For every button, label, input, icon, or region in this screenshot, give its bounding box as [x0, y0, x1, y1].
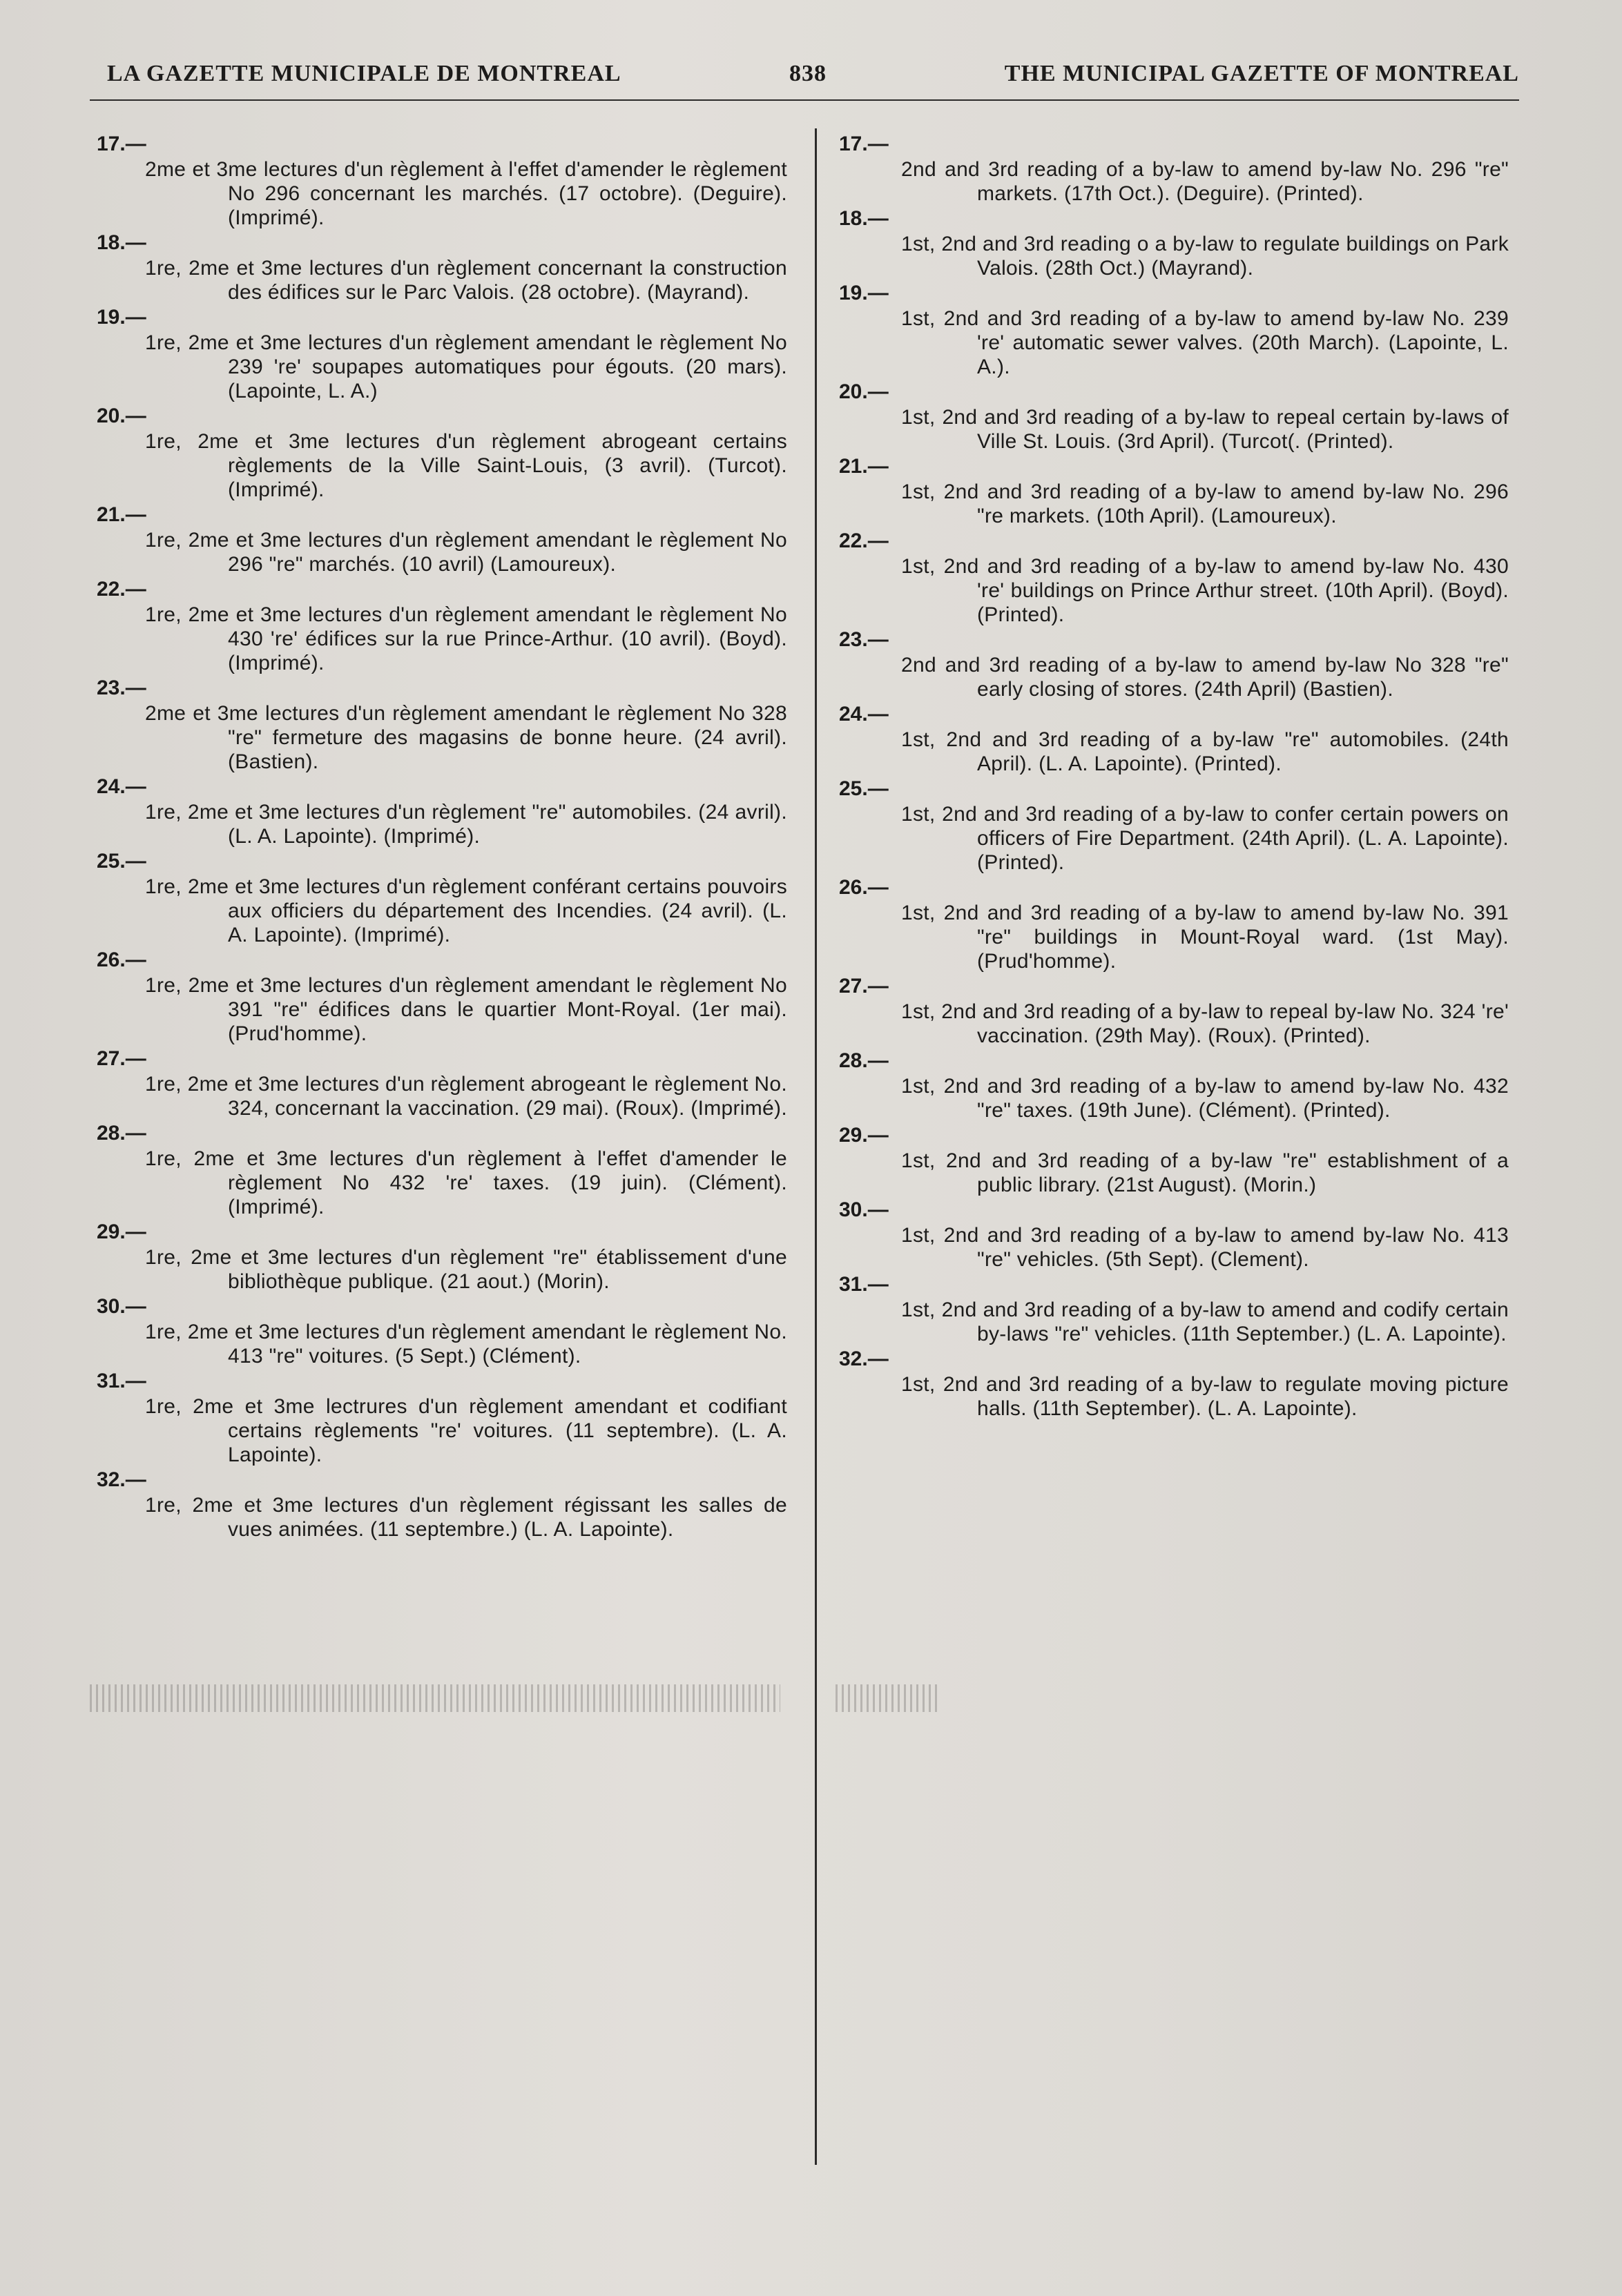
french-entry-number: 25.—: [97, 850, 146, 873]
english-entry-text: 1st, 2nd and 3rd reading of a by-law to amend by-law No. 239 're' automatic sewer valves. (20th March). (Lapointe, L. A.).: [901, 307, 1509, 378]
english-entry-text: 1st, 2nd and 3rd reading of a by-law to repeal certain by-laws of Ville St. Louis. (3rd April). (Turcot(. (Printed).: [901, 406, 1509, 453]
page-number: 838: [789, 61, 827, 86]
french-entry-number: 18.—: [97, 231, 146, 254]
english-entry-text: 1st, 2nd and 3rd reading of a by-law "re" establishment of a public library. (21st August). (Morin.): [901, 1149, 1509, 1196]
english-entry-text: 2nd and 3rd reading of a by-law to amend by-law No 328 "re" early closing of stores. (24th April) (Bastien).: [901, 654, 1509, 701]
english-entry-text: 1st, 2nd and 3rd reading of a by-law to repeal by-law No. 324 're' vaccination. (29th May). (Roux). (Printed).: [901, 1000, 1509, 1047]
english-entry: [839, 131, 1516, 206]
print-smudge-left: [90, 1684, 780, 1712]
english-entry-number: 20.—: [839, 380, 889, 403]
french-entry-text: 1re, 2me et 3me lectures d'un règlement concernant la construction des édifices sur le Parc Valois. (28 octobre). (Mayrand).: [145, 257, 787, 304]
english-entry: [839, 454, 1516, 528]
english-entry-number: 32.—: [839, 1348, 889, 1370]
french-entry: [97, 1467, 794, 1541]
header-rule: [90, 99, 1519, 101]
french-entry: [97, 304, 794, 403]
english-entry: [839, 1122, 1516, 1197]
english-entry-number: 17.—: [839, 133, 889, 155]
french-entry-text: 1re, 2me et 3me lectures d'un règlement amendant le règlement No 430 're' édifices sur la rue Prince-Arthur. (10 avril). (Boyd). (Imprimé).: [145, 603, 787, 674]
french-entry: [97, 1294, 794, 1368]
french-entry-text: 1re, 2me et 3me lectures d'un règlement régissant les salles de vues animées. (11 septembre.) (L. A. Lapointe).: [145, 1494, 787, 1541]
french-entry-text: 1re, 2me et 3me lectures d'un règlement abrogeant certains règlements de la Ville Saint-Louis, (3 avril). (Turcot). (Imprimé).: [145, 430, 787, 501]
english-entry: [839, 701, 1516, 776]
french-entry-text: 1re, 2me et 3me lectrures d'un règlement amendant et codifiant certains règlements "re' voitures. (11 septembre). (L. A. Lapointe).: [145, 1395, 787, 1466]
french-entry-number: 19.—: [97, 306, 146, 329]
french-entry: [97, 1368, 794, 1467]
english-entry-number: 31.—: [839, 1273, 889, 1296]
french-entry: [97, 576, 794, 675]
french-column: [97, 131, 794, 1541]
english-entry-text: 1st, 2nd and 3rd reading of a by-law to amend by-law No. 430 're' buildings on Prince Arthur street. (10th April). (Boyd). (Printed).: [901, 555, 1509, 626]
english-entry-text: 1st, 2nd and 3rd reading of a by-law to amend by-law No. 391 "re" buildings in Mount-Royal ward. (1st May). (Prud'homme).: [901, 902, 1509, 973]
french-entry-number: 32.—: [97, 1468, 146, 1491]
english-entry-number: 23.—: [839, 628, 889, 651]
french-entry-number: 20.—: [97, 405, 146, 427]
header-french-title: LA GAZETTE MUNICIPALE DE MONTREAL: [107, 61, 621, 86]
english-entry-text: 1st, 2nd and 3rd reading o a by-law to regulate buildings on Park Valois. (28th Oct.) (Mayrand).: [901, 233, 1509, 280]
french-entry-text: 1re, 2me et 3me lectures d'un règlement amendant le règlement No 391 "re" édifices dans le quartier Mont-Royal. (1er mai). (Prud'homme).: [145, 974, 787, 1045]
french-entry-number: 24.—: [97, 775, 146, 798]
french-entry: [97, 1120, 794, 1219]
english-entry-number: 25.—: [839, 777, 889, 800]
french-entry: [97, 1219, 794, 1294]
french-entry-number: 26.—: [97, 948, 146, 971]
french-entry: [97, 502, 794, 576]
english-entry-number: 27.—: [839, 975, 889, 998]
english-entry-number: 24.—: [839, 703, 889, 726]
english-entry-number: 29.—: [839, 1124, 889, 1147]
french-entry-text: 1re, 2me et 3me lectures d'un règlement conférant certains pouvoirs aux officiers du département des Incendies. (24 avril). (L. A. Lapointe). (Imprimé).: [145, 875, 787, 946]
english-entry: [839, 1048, 1516, 1122]
french-entry: [97, 848, 794, 947]
french-entry-text: 1re, 2me et 3me lectures d'un règlement "re" automobiles. (24 avril). (L. A. Lapointe). (Imprimé).: [145, 801, 787, 848]
french-entry-text: 1re, 2me et 3me lectures d'un règlement amendant le règlement No. 413 "re" voitures. (5 Sept.) (Clément).: [145, 1321, 787, 1368]
english-entry-number: 30.—: [839, 1198, 889, 1221]
french-entry-text: 1re, 2me et 3me lectures d'un règlement abrogeant le règlement No. 324, concernant la vaccination. (29 mai). (Roux). (Imprimé).: [145, 1073, 787, 1120]
french-entry-number: 23.—: [97, 677, 146, 699]
french-entry-text: 2me et 3me lectures d'un règlement à l'effet d'amender le règlement No 296 concernant les marchés. (17 octobre). (Deguire). (Imprimé).: [145, 158, 787, 229]
english-entry: [839, 1197, 1516, 1272]
english-column: [839, 131, 1516, 1421]
english-entry: [839, 280, 1516, 379]
french-entry-text: 1re, 2me et 3me lectures d'un règlement "re" établissement d'une bibliothèque publique. (21 aout.) (Morin).: [145, 1246, 787, 1293]
french-entry-text: 1re, 2me et 3me lectures d'un règlement amendant le règlement No 239 're' soupapes automatiques pour égouts. (20 mars). (Lapointe, L. A.): [145, 331, 787, 402]
french-entry: [97, 774, 794, 848]
french-entry-text: 1re, 2me et 3me lectures d'un règlement amendant le règlement No 296 "re" marchés. (10 avril) (Lamoureux).: [145, 529, 787, 576]
print-smudge-right: [836, 1684, 939, 1712]
english-entry: [839, 627, 1516, 701]
english-entry: [839, 206, 1516, 280]
english-entry-number: 26.—: [839, 876, 889, 899]
english-entry-text: 1st, 2nd and 3rd reading of a by-law to amend by-law No. 296 "re markets. (10th April). (Lamoureux).: [901, 480, 1509, 527]
english-entry: [839, 528, 1516, 627]
header-english-title: THE MUNICIPAL GAZETTE OF MONTREAL: [1004, 61, 1519, 86]
french-entry-number: 31.—: [97, 1370, 146, 1392]
column-divider: [815, 128, 817, 2165]
english-entry: [839, 776, 1516, 875]
english-entry: [839, 1272, 1516, 1346]
english-entry: [839, 875, 1516, 973]
french-entry-number: 22.—: [97, 578, 146, 601]
english-entry-text: 2nd and 3rd reading of a by-law to amend by-law No. 296 "re" markets. (17th Oct.). (Deguire). (Printed).: [901, 158, 1509, 205]
french-entry-text: 1re, 2me et 3me lectures d'un règlement à l'effet d'amender le règlement No 432 're' taxes. (19 juin). (Clément). (Imprimé).: [145, 1147, 787, 1218]
french-entry: [97, 675, 794, 774]
french-entry: [97, 403, 794, 502]
english-entry-number: 18.—: [839, 207, 889, 230]
english-entry-number: 21.—: [839, 455, 889, 478]
english-entry-text: 1st, 2nd and 3rd reading of a by-law to confer certain powers on officers of Fire Department. (24th April). (L. A. Lapointe). (Printed).: [901, 803, 1509, 874]
english-entry-number: 22.—: [839, 529, 889, 552]
french-entry: [97, 1046, 794, 1120]
french-entry-number: 17.—: [97, 133, 146, 155]
english-entry-text: 1st, 2nd and 3rd reading of a by-law "re" automobiles. (24th April). (L. A. Lapointe). (Printed).: [901, 728, 1509, 775]
english-entry-number: 19.—: [839, 282, 889, 304]
english-entry-text: 1st, 2nd and 3rd reading of a by-law to amend and codify certain by-laws "re" vehicles. (11th September.) (L. A. Lapointe).: [901, 1298, 1509, 1345]
english-entry: [839, 379, 1516, 454]
french-entry-number: 28.—: [97, 1122, 146, 1145]
french-entry: [97, 947, 794, 1046]
english-entry-text: 1st, 2nd and 3rd reading of a by-law to regulate moving picture halls. (11th September). (L. A. Lapointe).: [901, 1373, 1509, 1420]
french-entry: [97, 230, 794, 304]
french-entry: [97, 131, 794, 230]
french-entry-text: 2me et 3me lectures d'un règlement amendant le règlement No 328 "re" fermeture des magasins de bonne heure. (24 avril). (Bastien).: [145, 702, 787, 773]
page-header: [107, 61, 1519, 102]
english-entry-number: 28.—: [839, 1049, 889, 1072]
english-entry: [839, 973, 1516, 1048]
french-entry-number: 21.—: [97, 503, 146, 526]
english-entry-text: 1st, 2nd and 3rd reading of a by-law to amend by-law No. 413 "re" vehicles. (5th Sept). (Clement).: [901, 1224, 1509, 1271]
french-entry-number: 29.—: [97, 1220, 146, 1243]
english-entry: [839, 1346, 1516, 1421]
english-entry-text: 1st, 2nd and 3rd reading of a by-law to amend by-law No. 432 "re" taxes. (19th June). (Clément). (Printed).: [901, 1075, 1509, 1122]
french-entry-number: 27.—: [97, 1047, 146, 1070]
french-entry-number: 30.—: [97, 1295, 146, 1318]
